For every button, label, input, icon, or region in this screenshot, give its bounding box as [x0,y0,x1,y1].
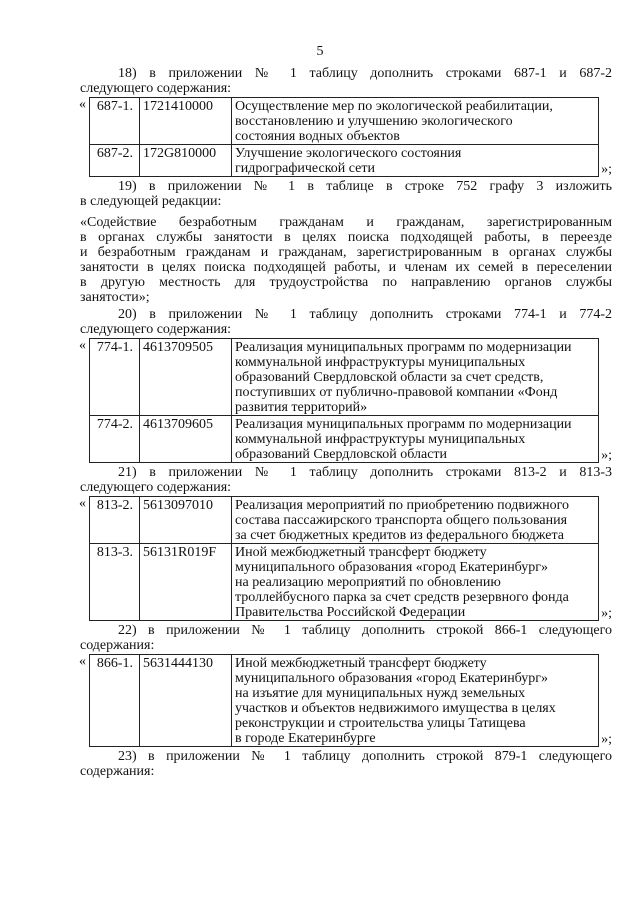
row-number: 866-1. [90,655,140,747]
amendment-body-line: в другую местность для трудоустройства по направлению органов службы [80,275,612,290]
description-line: образований Свердловской области за счет средств, [235,370,544,385]
description-line: Улучшение экологического состояния [235,146,462,161]
budget-code: 5631444130 [140,655,232,747]
budget-code: 4613709605 [140,416,232,463]
amendment-item [80,465,612,621]
row-number: 813-3. [90,544,140,621]
row-number: 813-2. [90,497,140,544]
close-quote: »; [601,448,612,463]
amendment-body-line: занятости»; [80,290,150,305]
description-line: гидрографической сети [235,161,375,176]
close-quote: »; [601,732,612,747]
amendment-item [80,179,612,305]
description-line: на изъятие для муниципальных нужд земельных [235,686,526,701]
table-row [90,655,599,747]
table-row [90,416,599,463]
close-quote: »; [601,162,612,177]
budget-code-table [89,338,599,463]
amendment-intro-line: содержания: [80,764,155,779]
document-body [80,66,612,779]
amendment-item [80,749,612,779]
table-insert [80,496,612,621]
row-description [232,497,599,544]
amendment-body-line: занятости в целях поиска подходящей работы, и членам их семей в переселении [80,260,612,275]
table-row [90,497,599,544]
description-line: за счет бюджетных кредитов из федерального бюджета [235,528,565,543]
budget-code-table [89,97,599,177]
description-line: Иной межбюджетный трансферт бюджету [235,545,487,560]
description-line: Осуществление мер по экологической реабилитации, [235,99,553,114]
row-number: 774-1. [90,339,140,416]
amendment-intro-line: следующего содержания: [80,322,232,337]
table-insert [80,654,612,747]
row-description [232,145,599,177]
row-description [232,98,599,145]
amendment-intro [80,179,612,209]
open-quote: « [79,654,86,669]
description-line: троллейбусного парка за счет средств резервного фонда [235,590,569,605]
budget-code: 1721410000 [140,98,232,145]
description-line: Реализация мероприятий по приобретению подвижного [235,498,570,513]
row-description [232,655,599,747]
table-row [90,544,599,621]
description-line: коммунальной инфраструктуры муниципальных [235,355,526,370]
amendment-intro-line: 23) в приложении № 1 таблицу дополнить строкой 879-1 следующего [118,749,612,764]
amendment-body [80,215,612,305]
table-row [90,145,599,177]
budget-code: 56131R019F [140,544,232,621]
description-line: муниципального образования «город Екатеринбург» [235,560,549,575]
amendment-intro-line: 21) в приложении № 1 таблицу дополнить строками 813-2 и 813-3 [118,465,612,480]
description-line: Реализация муниципальных программ по модернизации [235,417,572,432]
budget-code: 4613709505 [140,339,232,416]
amendment-intro [80,66,612,96]
amendment-body-line: и безработным гражданам и гражданам, зарегистрированным в органах службы [80,245,612,260]
amendment-intro-line: в следующей редакции: [80,194,222,209]
amendment-intro [80,749,612,779]
row-description [232,339,599,416]
budget-code-table [89,496,599,621]
page-number: 5 [316,44,324,59]
description-line: восстановлению и улучшению экологического [235,114,513,129]
amendment-intro [80,623,612,653]
amendment-body-line: «Содействие безработным гражданам и гражданам, зарегистрированным [80,215,612,230]
budget-code: 172G810000 [140,145,232,177]
table-insert [80,338,612,463]
amendment-intro-line: следующего содержания: [80,480,232,495]
budget-code: 5613097010 [140,497,232,544]
description-line: участков и объектов недвижимого имущества в целях [235,701,556,716]
description-line: состояния водных объектов [235,129,400,144]
amendment-intro [80,465,612,495]
description-line: Иной межбюджетный трансферт бюджету [235,656,487,671]
row-description [232,544,599,621]
amendment-intro-line: содержания: [80,638,155,653]
open-quote: « [79,496,86,511]
row-number: 774-2. [90,416,140,463]
amendment-intro-line: 19) в приложении № 1 в таблице в строке 752 графу 3 изложить [118,179,612,194]
description-line: реконструкции и строительства улицы Татищева [235,716,526,731]
amendment-intro-line: 20) в приложении № 1 таблицу дополнить строками 774-1 и 774-2 [118,307,612,322]
open-quote: « [79,97,86,112]
amendment-intro-line: 18) в приложении № 1 таблицу дополнить строками 687-1 и 687-2 [118,66,612,81]
description-line: на реализацию мероприятий по обновлению [235,575,501,590]
description-line: состава пассажирского транспорта общего пользования [235,513,568,528]
description-line: Правительства Российской Федерации [235,605,466,620]
amendment-item [80,623,612,747]
amendment-item [80,307,612,463]
table-row [90,98,599,145]
table-row [90,339,599,416]
amendment-item [80,66,612,177]
description-line: коммунальной инфраструктуры муниципальных [235,432,526,447]
close-quote: »; [601,606,612,621]
description-line: развития территорий» [235,400,368,415]
row-description [232,416,599,463]
description-line: образований Свердловской области [235,447,448,462]
description-line: Реализация муниципальных программ по модернизации [235,340,572,355]
description-line: муниципального образования «город Екатеринбург» [235,671,549,686]
table-insert [80,97,612,177]
open-quote: « [79,338,86,353]
description-line: в городе Екатеринбурге [235,731,376,746]
description-line: поступивших от публично-правовой компании «Фонд [235,385,558,400]
amendment-intro-line: 22) в приложении № 1 таблицу дополнить строкой 866-1 следующего [118,623,612,638]
amendment-body-line: в органах службы занятости в целях поиска подходящей работы, в переезде [80,230,612,245]
row-number: 687-2. [90,145,140,177]
amendment-intro [80,307,612,337]
budget-code-table [89,654,599,747]
row-number: 687-1. [90,98,140,145]
amendment-intro-line: следующего содержания: [80,81,232,96]
